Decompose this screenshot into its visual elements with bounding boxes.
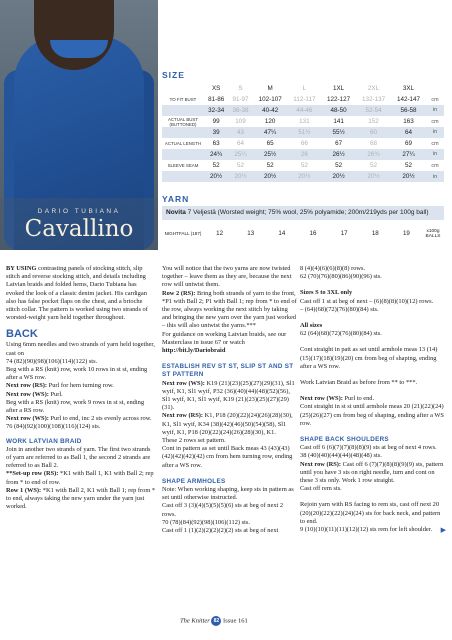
size-value: 24¾	[204, 149, 228, 160]
page-footer	[180, 616, 248, 626]
size-col: L	[302, 85, 307, 92]
size-value: 20½	[391, 171, 426, 182]
instruction: Cont straight in st st until armhole meas 20 (21)(22)(24)(25)(26)(27) cm from beg of shaping, ending after a WS row.	[300, 403, 444, 427]
size-value: 132-137	[361, 96, 386, 103]
yarn-qty: 18	[371, 230, 379, 237]
size-row-label	[162, 105, 204, 116]
instruction: Cast off 1 (1)(2)(2)(2)(2)(2) sts at beg of next	[162, 527, 279, 535]
size-col: M	[267, 85, 273, 92]
yarn-description	[162, 206, 444, 220]
shoulders-heading: SHAPE BACK SHOULDERS	[300, 436, 389, 444]
size-value: 69	[391, 138, 426, 149]
pattern-title: Cavallino	[24, 216, 134, 242]
instruction: Cast off 6 (6)(7)(7)(8)(8)(9) sts at beg of next 4 rows.	[300, 444, 437, 452]
instruction: 76 (84)(92)(100)(108)(116)(124) sts.	[6, 423, 101, 431]
size-unit: cm	[426, 116, 444, 127]
size-value: 48-50	[321, 105, 356, 116]
size-value: 91-97	[232, 96, 249, 103]
size-value: 52	[356, 160, 391, 171]
size-row	[162, 94, 444, 105]
instruction: – (64)(68)(72)(76)(80)(84) sts.	[300, 305, 379, 313]
instruction: Beg with a RS (knit) row, work 10 rows in st st, ending after a WS row.	[6, 366, 148, 382]
size-value: 67	[321, 138, 356, 149]
size-value: 56-58	[391, 105, 426, 116]
yarn-qty: 16	[309, 230, 317, 237]
size-value: 32-34	[204, 105, 228, 116]
size-value: 36-38	[228, 105, 252, 116]
size-value: 68	[356, 138, 391, 149]
size-unit: cm	[431, 96, 439, 103]
instruction: 9 (10)(10)(11)(11)(12)(12) sts rem for left shoulder. ▶	[300, 526, 446, 535]
instruction: Row 1 (WS): *K1 with Ball 2, K1 with Ball 1; rep from * to end, always taking the new yarn under the yarn just worked.	[6, 486, 156, 511]
instruction: Next row (WS): K19 (21)(23)(25)(27)(29)(31), Sl1 wyif, K1, Sl1 wyif, P32 (36)(40)(44)(48)(52)(56), Sl1 wyif, K1, Sl1 wyif, K19 (21)(23)(25)(27)(29)(31).	[162, 379, 295, 412]
size-row	[162, 160, 444, 171]
instruction: Next row (RS): Purl for hem turning row.	[6, 382, 114, 390]
size-value: 20½	[253, 171, 288, 182]
instruction: 70 (78)(84)(92)(98)(106)(112) sts.	[162, 518, 250, 526]
size-row-label: ACTUAL BUST (BUTTONED)	[162, 116, 204, 127]
all-sizes-heading: All sizes	[300, 322, 323, 330]
size-row-label	[162, 149, 204, 160]
instruction: You will notice that the two yarns are now twisted together – leave them as they are, because the next row will untwist them.	[162, 265, 292, 289]
size-col: 3XL	[402, 85, 415, 92]
size-value: 81-86	[208, 96, 225, 103]
size-value: 27¼	[391, 149, 426, 160]
intro-paragraph: BY USING contrasting panels of stocking stitch, slip stitch and reverse stocking stitch, and details including Latvian braids and folded hems, Dario Tubiana has evoked the look of a classic denim jacket. His cardigan also has false pocket flaps on the chest, and a brioche stitch collar. The pattern is worked using two strands of worsted-weight yarn held together throughout.	[6, 265, 148, 322]
size-value: 52	[321, 160, 356, 171]
magazine-name: The Knitter	[180, 617, 210, 625]
size-row	[162, 105, 444, 116]
sizes-heading: Sizes S to 3XL only	[300, 289, 353, 297]
designer-name: DARIO TUBIANA	[37, 208, 121, 215]
size-value: 152	[356, 116, 391, 127]
yarn-colour-label: NIGHTFALL (187)	[164, 231, 202, 236]
instruction: Row 2 (RS): Bring both strands of yarn to the front, *P1 with Ball 2; P1 with Ball 1; rep from * to end of the row, always working the next stitch by taking and bringing the new yarn over the yarn just worked – this will also untwist the yarns.***	[162, 289, 297, 330]
size-row-label: TO FIT BUST	[169, 97, 197, 102]
column-1	[6, 265, 156, 511]
size-value: 102-107	[258, 96, 282, 103]
instruction: Cont in pattern as set until Back meas 43 (43)(43)(42)(42)(42)(42) cm from hem turning row, ending after a WS row.	[162, 445, 293, 469]
yarn-qty: 13	[247, 230, 255, 237]
size-value: 109	[228, 116, 252, 127]
column-2	[162, 265, 298, 535]
size-value: 47¼	[253, 127, 288, 138]
size-value: 122-127	[327, 96, 351, 103]
instruction: **Set-up row (RS): *K1 with Ball 1, K1 with Ball 2; rep from * to end of row.	[6, 470, 154, 486]
size-table	[162, 83, 444, 182]
size-col: 1XL	[332, 85, 345, 92]
size-row	[162, 149, 444, 160]
size-value: 99	[204, 116, 228, 127]
size-value: 141	[321, 116, 356, 127]
size-unit: in	[426, 149, 444, 160]
instruction: Next row (RS): Cast off 6 (7)(7)(8)(8)(9)(9) sts, pattern until you have 3 sts on right needle, turn and cont on these 3 sts only. Work 1 row straight.	[300, 460, 444, 485]
continue-arrow-icon: ▶	[440, 526, 446, 535]
size-value: 64	[391, 127, 426, 138]
size-value: 20½	[288, 171, 322, 182]
back-heading: BACK	[6, 328, 38, 341]
yarn-quantity-row	[162, 225, 444, 242]
size-value: 52	[253, 160, 288, 171]
instruction: Beg with a RS (knit) row, work 9 rows in st st, ending after a RS row.	[6, 398, 145, 415]
size-row-label: SLEEVE SEAM	[162, 160, 204, 171]
size-value: 20½	[321, 171, 356, 182]
instruction: These 2 rows set pattern.	[162, 437, 226, 445]
size-value: 63	[204, 138, 228, 149]
size-value: 52	[228, 160, 252, 171]
size-col: XS	[211, 85, 221, 92]
size-value: 43	[228, 127, 252, 138]
page-number: 82	[211, 616, 221, 626]
size-row	[162, 127, 444, 138]
size-value: 60	[356, 127, 391, 138]
size-value: 65	[253, 138, 288, 149]
size-value: 120	[253, 116, 288, 127]
size-value: 20½	[204, 171, 228, 182]
column-3	[300, 265, 446, 534]
size-value: 52	[391, 160, 426, 171]
yarn-qty: 17	[340, 230, 348, 237]
armholes-heading: SHAPE ARMHOLES	[162, 477, 226, 485]
size-value: 66	[288, 138, 322, 149]
pattern-heading: ESTABLISH REV ST ST, SLIP ST AND ST ST PATTERN	[162, 363, 294, 379]
yarn-quantity-table	[162, 225, 444, 242]
instruction: Work Latvian Braid as before from ** to ***.	[300, 379, 418, 387]
size-value: 25¼	[228, 149, 252, 160]
size-value: 26½	[321, 149, 356, 160]
size-unit: in	[426, 127, 444, 138]
size-value: 20½	[356, 171, 391, 182]
size-heading: SIZE	[162, 70, 185, 80]
yarn-qty: 12	[216, 230, 224, 237]
size-value: 39	[204, 127, 228, 138]
size-unit: cm	[426, 138, 444, 149]
size-row-label	[162, 127, 204, 138]
size-value: 40-42	[253, 105, 288, 116]
video-link[interactable]: http://bit.ly/Dariobraid	[162, 347, 226, 355]
issue-number: Issue 161	[223, 617, 248, 625]
instruction: 74 (82)(90)(98)(106)(114)(122) sts.	[6, 357, 98, 365]
size-row-label: ACTUAL LENGTH	[162, 138, 204, 149]
yarn-heading: YARN	[162, 194, 190, 204]
instruction: 38 (40)(40)(44)(44)(48)(48) sts.	[300, 452, 382, 460]
instruction: Note: When working shaping, keep sts in pattern as set until otherwise instructed.	[162, 486, 294, 502]
size-value: 26¾	[356, 149, 391, 160]
yarn-qty: 14	[278, 230, 286, 237]
sweater-collar	[50, 40, 108, 58]
size-value: 20½	[228, 171, 252, 182]
instruction: Join in another two strands of yarn. The first two strands of yarn are referred to as Ball 1, the second 2 strands are referred to as Ball 2.	[6, 445, 151, 470]
size-row	[162, 138, 444, 149]
instruction: Next row (WS): Purl to end, inc 2 sts evenly across row.	[6, 415, 152, 423]
size-value: 26	[288, 149, 322, 160]
instruction: 8 (4)(4)(6)(6)(8)(8) rows.	[300, 265, 366, 272]
instruction: Using 6mm needles and two strands of yarn held together, cast on	[6, 341, 155, 357]
size-value: 25½	[253, 149, 288, 160]
size-value: 131	[288, 116, 322, 127]
instruction: For guidance on working Latvian braids, see our Masterclass in issue 67 or watch http://bit.ly/Dariobraid	[162, 330, 287, 355]
size-row-label	[162, 171, 204, 182]
yarn-unit: x100g BALLS	[425, 228, 441, 239]
instruction: Next row (WS): Purl.	[6, 390, 63, 398]
instruction: Rejoin yarn with RS facing to rem sts, cast off next 20 (20)(20)(22)(22)(24)(24) sts for back neck, and pattern to end.	[300, 501, 441, 525]
size-unit: in	[426, 105, 444, 116]
size-value: 44-46	[288, 105, 322, 116]
instruction: Cont straight in patt as set until armhole meas 13 (14)(15)(17)(18)(19)(20) cm from beg of shaping, ending after a WS row.	[300, 346, 438, 370]
instruction: Next row (RS): K1, P18 (20)(22)(24)(26)(28)(30), K1, Sl1 wyif, K34 (38)(42)(46)(50)(54)(58), Sl1 wyif, K1, P18 (20)(22)(24)(26)(28)(30), K1.	[162, 412, 293, 436]
yarn-details: 7 Veljestä (Worsted weight; 75% wool, 25% polyamide; 200m/219yds per 100g ball)	[185, 209, 429, 216]
size-value: 52	[204, 160, 228, 171]
instruction: Cast off 3 (3)(4)(5)(5)(5)(6) sts at beg of next 2 rows.	[162, 502, 284, 518]
size-value: 64	[228, 138, 252, 149]
size-unit: in	[426, 171, 444, 182]
yarn-brand: Novita	[166, 209, 186, 216]
braid-heading: WORK LATVIAN BRAID	[6, 437, 82, 445]
size-value: 163	[391, 116, 426, 127]
size-unit: cm	[426, 160, 444, 171]
size-value: 55½	[321, 127, 356, 138]
instruction: Cast off rem sts.	[300, 485, 342, 493]
size-value: 52	[288, 160, 322, 171]
size-col: S	[238, 85, 243, 92]
yarn-qty: 19	[402, 230, 410, 237]
title-block	[0, 198, 158, 250]
size-value: 142-147	[396, 96, 421, 103]
instruction: Cast off 1 st at beg of next – (6)(8)(8)(10)(12) rows.	[300, 297, 434, 305]
instruction: 62 (64)(68)(72)(76)(80)(84) sts.	[300, 330, 382, 338]
size-row	[162, 171, 444, 182]
size-col: 2XL	[367, 85, 380, 92]
instruction: Next row (WS): Purl to end.	[300, 395, 375, 403]
size-row	[162, 116, 444, 127]
size-header-row	[162, 83, 444, 94]
instruction: 62 (70)(76)(80)(86)(90)(96) sts.	[300, 273, 382, 281]
size-value: 51½	[288, 127, 322, 138]
size-value: 52-54	[356, 105, 391, 116]
size-value: 112-117	[293, 96, 316, 103]
